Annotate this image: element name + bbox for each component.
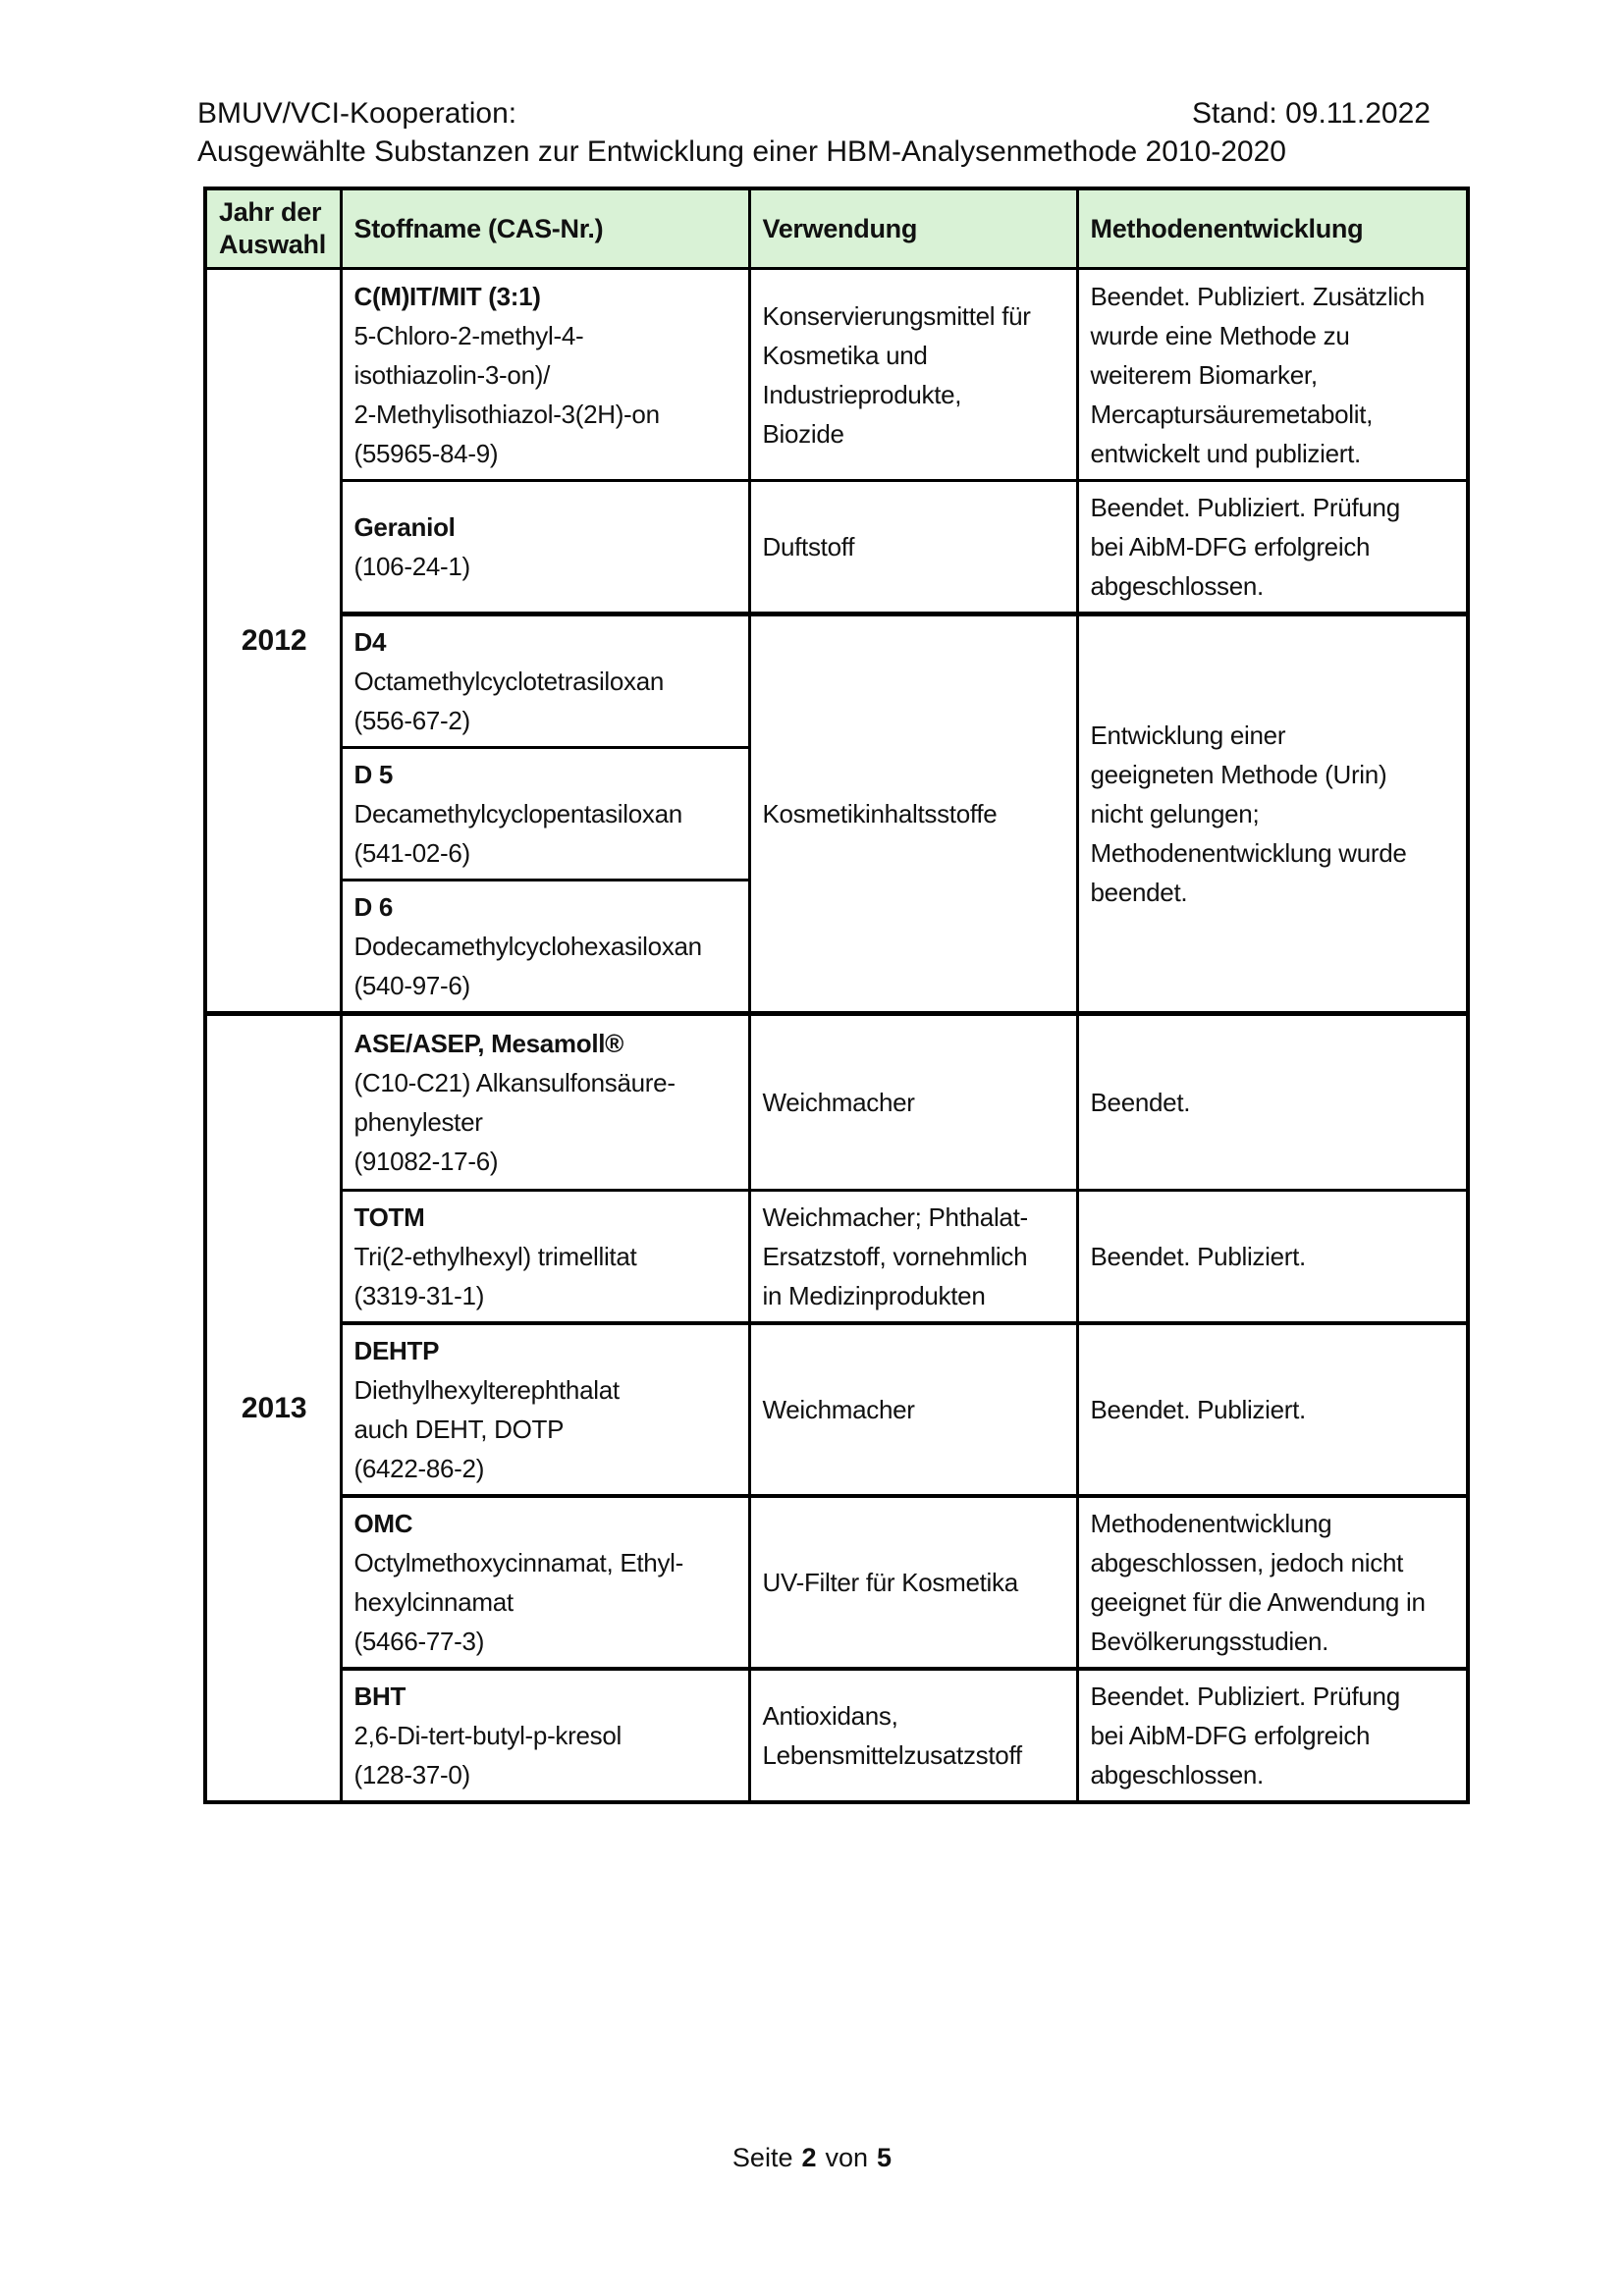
- cell-stoffname-ase: [341, 1014, 749, 1191]
- col-header-jahr: [205, 188, 341, 269]
- cell-stoffname-omc: [341, 1496, 749, 1669]
- substances-table: [203, 187, 1470, 1804]
- cell-methoden-bht: Beendet. Publiziert. Prüfung bei AibM-DFG erfolgreich abgeschlossen.: [1077, 1669, 1468, 1802]
- cell-methoden-totm: Beendet. Publiziert.: [1077, 1191, 1468, 1324]
- substance-name: DEHTP: [353, 1336, 440, 1365]
- cell-methoden-cmit: Beendet. Publiziert. Zusätzlich wurde eine Methode zu weiterem Biomarker, Mercaptursäuremetabolit, entwickelt und publiziert.: [1077, 269, 1468, 481]
- substance-name: C(M)IT/MIT (3:1): [353, 281, 541, 311]
- substance-detail: Octylmethoxycinnamat, Ethyl- hexylcinnamat (5466-77-3): [353, 1548, 683, 1656]
- cell-stoffname-cmit: [341, 269, 749, 481]
- substance-name: Geraniol: [353, 512, 456, 542]
- cell-verwendung-bht: Antioxidans, Lebensmittelzusatzstoff: [749, 1669, 1077, 1802]
- substance-detail: Tri(2-ethylhexyl) trimellitat (3319-31-1): [353, 1242, 637, 1310]
- cell-verwendung-geraniol: Duftstoff: [749, 481, 1077, 614]
- substance-detail: Dodecamethylcyclohexasiloxan (540-97-6): [353, 932, 702, 1000]
- col-header-methoden: Methodenentwicklung: [1077, 188, 1468, 269]
- substance-detail: 2,6-Di-tert-butyl-p-kresol (128-37-0): [353, 1721, 622, 1789]
- substance-detail: Diethylhexylterephthalat auch DEHT, DOTP (6422-86-2): [353, 1375, 620, 1483]
- footer-von-label: von: [825, 2143, 869, 2172]
- substance-detail: (106-24-1): [353, 552, 470, 581]
- cell-verwendung-dehtp: Weichmacher: [749, 1323, 1077, 1496]
- cell-verwendung-siloxane: Kosmetikinhaltsstoffe: [749, 614, 1077, 1014]
- cell-methoden-dehtp: Beendet. Publiziert.: [1077, 1323, 1468, 1496]
- col-header-jahr-line1: Jahr der: [219, 197, 322, 227]
- year-cell-2012: 2012: [205, 269, 341, 1014]
- page-footer: [0, 2143, 1624, 2173]
- col-header-stoffname: Stoffname (CAS-Nr.): [341, 188, 749, 269]
- footer-page-number: 2: [801, 2143, 817, 2172]
- cell-verwendung-cmit: Konservierungsmittel für Kosmetika und Industrieprodukte, Biozide: [749, 269, 1077, 481]
- substance-detail: 5-Chloro-2-methyl-4- isothiazolin-3-on)/ 2-Methylisothiazol-3(2H)-on (55965-84-9): [353, 320, 660, 468]
- substance-detail: (C10-C21) Alkansulfonsäure- phenylester (91082-17-6): [353, 1068, 676, 1176]
- substance-name: ASE/ASEP, Mesamoll®: [353, 1029, 624, 1058]
- cell-stoffname-dehtp: [341, 1323, 749, 1496]
- year-cell-2013: 2013: [205, 1014, 341, 1803]
- cell-stoffname-d4: [341, 614, 749, 748]
- cell-methoden-siloxane: Entwicklung einer geeigneten Methode (Urin) nicht gelungen; Methodenentwicklung wurde beendet.: [1077, 614, 1468, 1014]
- substance-name: D 6: [353, 892, 394, 922]
- document-header: [197, 94, 1431, 171]
- cell-methoden-geraniol: Beendet. Publiziert. Prüfung bei AibM-DFG erfolgreich abgeschlossen.: [1077, 481, 1468, 614]
- col-header-verwendung: Verwendung: [749, 188, 1077, 269]
- cell-stoffname-d5: [341, 748, 749, 881]
- substance-name: D4: [353, 627, 387, 657]
- doc-subtitle: Ausgewählte Substanzen zur Entwicklung einer HBM-Analysenmethode 2010-2020: [197, 135, 1286, 168]
- cell-stoffname-bht: [341, 1669, 749, 1802]
- cell-stoffname-geraniol: [341, 481, 749, 614]
- footer-seite-label: Seite: [731, 2143, 793, 2172]
- doc-title: BMUV/VCI-Kooperation:: [197, 97, 517, 130]
- doc-stand-date: Stand: 09.11.2022: [1192, 97, 1431, 130]
- substance-detail: Octamethylcyclotetrasiloxan (556-67-2): [353, 667, 665, 735]
- cell-stoffname-totm: [341, 1191, 749, 1324]
- cell-methoden-omc: Methodenentwicklung abgeschlossen, jedoch nicht geeignet für die Anwendung in Bevölkerungsstudien.: [1077, 1496, 1468, 1669]
- substance-name: BHT: [353, 1682, 406, 1711]
- cell-methoden-ase: Beendet.: [1077, 1014, 1468, 1191]
- cell-verwendung-ase: Weichmacher: [749, 1014, 1077, 1191]
- cell-stoffname-d6: [341, 881, 749, 1014]
- cell-verwendung-omc: UV-Filter für Kosmetika: [749, 1496, 1077, 1669]
- substance-name: TOTM: [353, 1202, 425, 1232]
- col-header-jahr-line2: Auswahl: [219, 230, 326, 259]
- cell-verwendung-totm: Weichmacher; Phthalat- Ersatzstoff, vornehmlich in Medizinprodukten: [749, 1191, 1077, 1324]
- footer-total-pages: 5: [877, 2143, 893, 2172]
- substance-detail: Decamethylcyclopentasiloxan (541-02-6): [353, 799, 682, 868]
- substance-name: D 5: [353, 760, 394, 789]
- substance-name: OMC: [353, 1509, 413, 1538]
